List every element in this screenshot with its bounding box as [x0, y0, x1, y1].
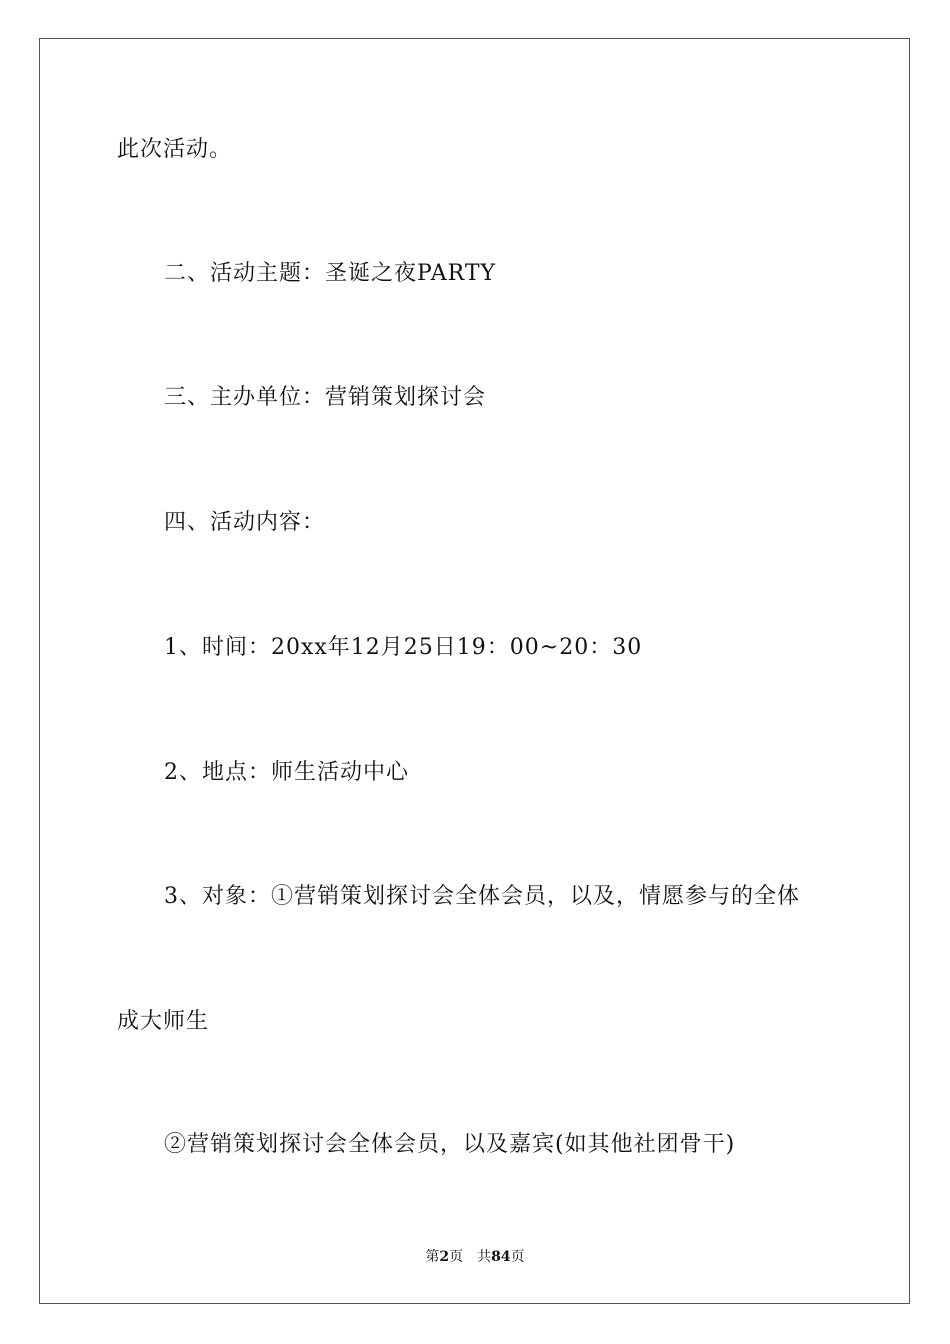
heading-activity-theme: 二、活动主题：圣诞之夜PARTY — [164, 261, 497, 286]
page-footer — [0, 1248, 950, 1266]
item-time: 1、时间：20xx年12月25日19：00~20：30 — [164, 635, 643, 660]
footer-total-pages: 84 — [491, 1249, 511, 1265]
footer-page-suffix: 页 — [449, 1249, 464, 1265]
footer-total-prefix: 共 — [477, 1249, 492, 1265]
item-audience-continued: 成大师生 — [117, 1009, 210, 1034]
item-audience-second: ②营销策划探讨会全体会员，以及嘉宾(如其他社团骨干) — [164, 1132, 736, 1157]
heading-activity-content: 四、活动内容： — [164, 510, 326, 535]
heading-organizer: 三、主办单位：营销策划探讨会 — [164, 385, 487, 410]
page-border — [39, 38, 910, 1304]
footer-total-suffix: 页 — [510, 1249, 525, 1265]
footer-page-number: 2 — [439, 1249, 450, 1265]
item-location: 2、地点：师生活动中心 — [164, 760, 409, 785]
footer-page-prefix: 第 — [425, 1249, 440, 1265]
body-line-1: 此次活动。 — [117, 137, 233, 162]
item-audience: 3、对象：①营销策划探讨会全体会员，以及，情愿参与的全体 — [164, 884, 800, 909]
